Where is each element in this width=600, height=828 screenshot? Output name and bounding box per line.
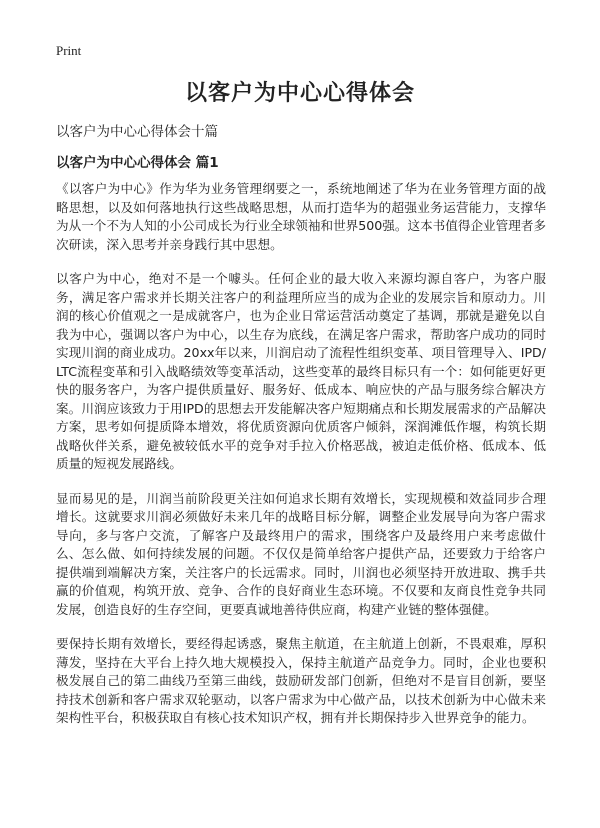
paragraph-2: 以客户为中心，绝对不是一个噱头。任何企业的最大收入来源均源自客户，为客户服务，满足客户需求并长期关注客户的利益理所应当的成为企业的发展宗旨和原动力。川润的核心价值观之一是成就客户，也为企业日常运营活动奠定了基调，那就是避免以自我为中心，强调以客户为中心，以生存为底线，在满足客户需求，帮助客户成功的同时实现川润的商业成功。20xx年以来，川润启动了流程性组织变革、项目管理导入、IPD/LTC流程变革和引入战略绩效等变革活动，这些变革的最终目标只有一个：如何能更好更快的服务客户，为客户提供质量好、服务好、低成本、响应快的产品与服务综合解决方案。川润应该致力于用IPD的思想去开发能解决客户短期痛点和长期发展需求的产品解决方案，思考如何提质降本增效，将优质资源向优质客户倾斜，深润滩低作堰，构筑长期战略伙伴关系，避免被较低水平的竞争对手拉入价格恶战，被迫走低价格、低成本、低质量的短视发展路线。 (56, 271, 546, 471)
print-link[interactable]: Print (56, 43, 82, 58)
paragraph-4: 要保持长期有效增长，要经得起诱惑，聚焦主航道，在主航道上创新，不畏艰难，厚积薄发，坚持在大平台上持久地大规模投入，保持主航道产品竞争力。同时，企业也要积极发展自己的第二曲线乃至第三曲线，鼓励研发部门创新，但绝对不是盲目创新，要坚持技术创新和客户需求双轮驱动，以客户需求为中心做产品，以技术创新为中心做未来架构性平台，积极获取自有核心技术知识产权，拥有并长期保持步入世界竞争的能力。 (56, 636, 546, 725)
document-body (56, 180, 546, 744)
document-title: 以客户为中心心得体会 (184, 81, 415, 106)
section-heading: 以客户为中心心得体会 篇1 (56, 155, 219, 171)
paragraph-3: 显而易见的是，川润当前阶段更关注如何追求长期有效增长，实现规模和效益同步合理增长。这就要求川润必须做好未来几年的战略目标分解，调整企业发展导向为客户需求导向，多与客户交流，了解客户及最终用户的需求，围绕客户及最终用户来考虑做什么、怎么做、如何持续发展的问题。不仅仅是简单给客户提供产品，还要致力于给客户提供端到端解决方案，关注客户的长远需求。同时，川润也必须坚持开放进取、携手共赢的价值观，构筑开放、竞争、合作的良好商业生态环境。不仅要和友商良性竞争共同发展，创造良好的生存空间，更要真诚地善待供应商，构建产业链的整体强健。 (56, 490, 546, 617)
document-subtitle: 以客户为中心心得体会十篇 (56, 124, 218, 140)
paragraph-1: 《以客户为中心》作为华为业务管理纲要之一，系统地阐述了华为在业务管理方面的战略思想，以及如何落地执行这些战略思想，从而打造华为的超强业务运营能力，支撑华为从一个不为人知的小公司成长为行业全球领袖和世界500强。这本书值得企业管理者多次研读，深入思考并亲身践行其中思想。 (56, 181, 547, 252)
